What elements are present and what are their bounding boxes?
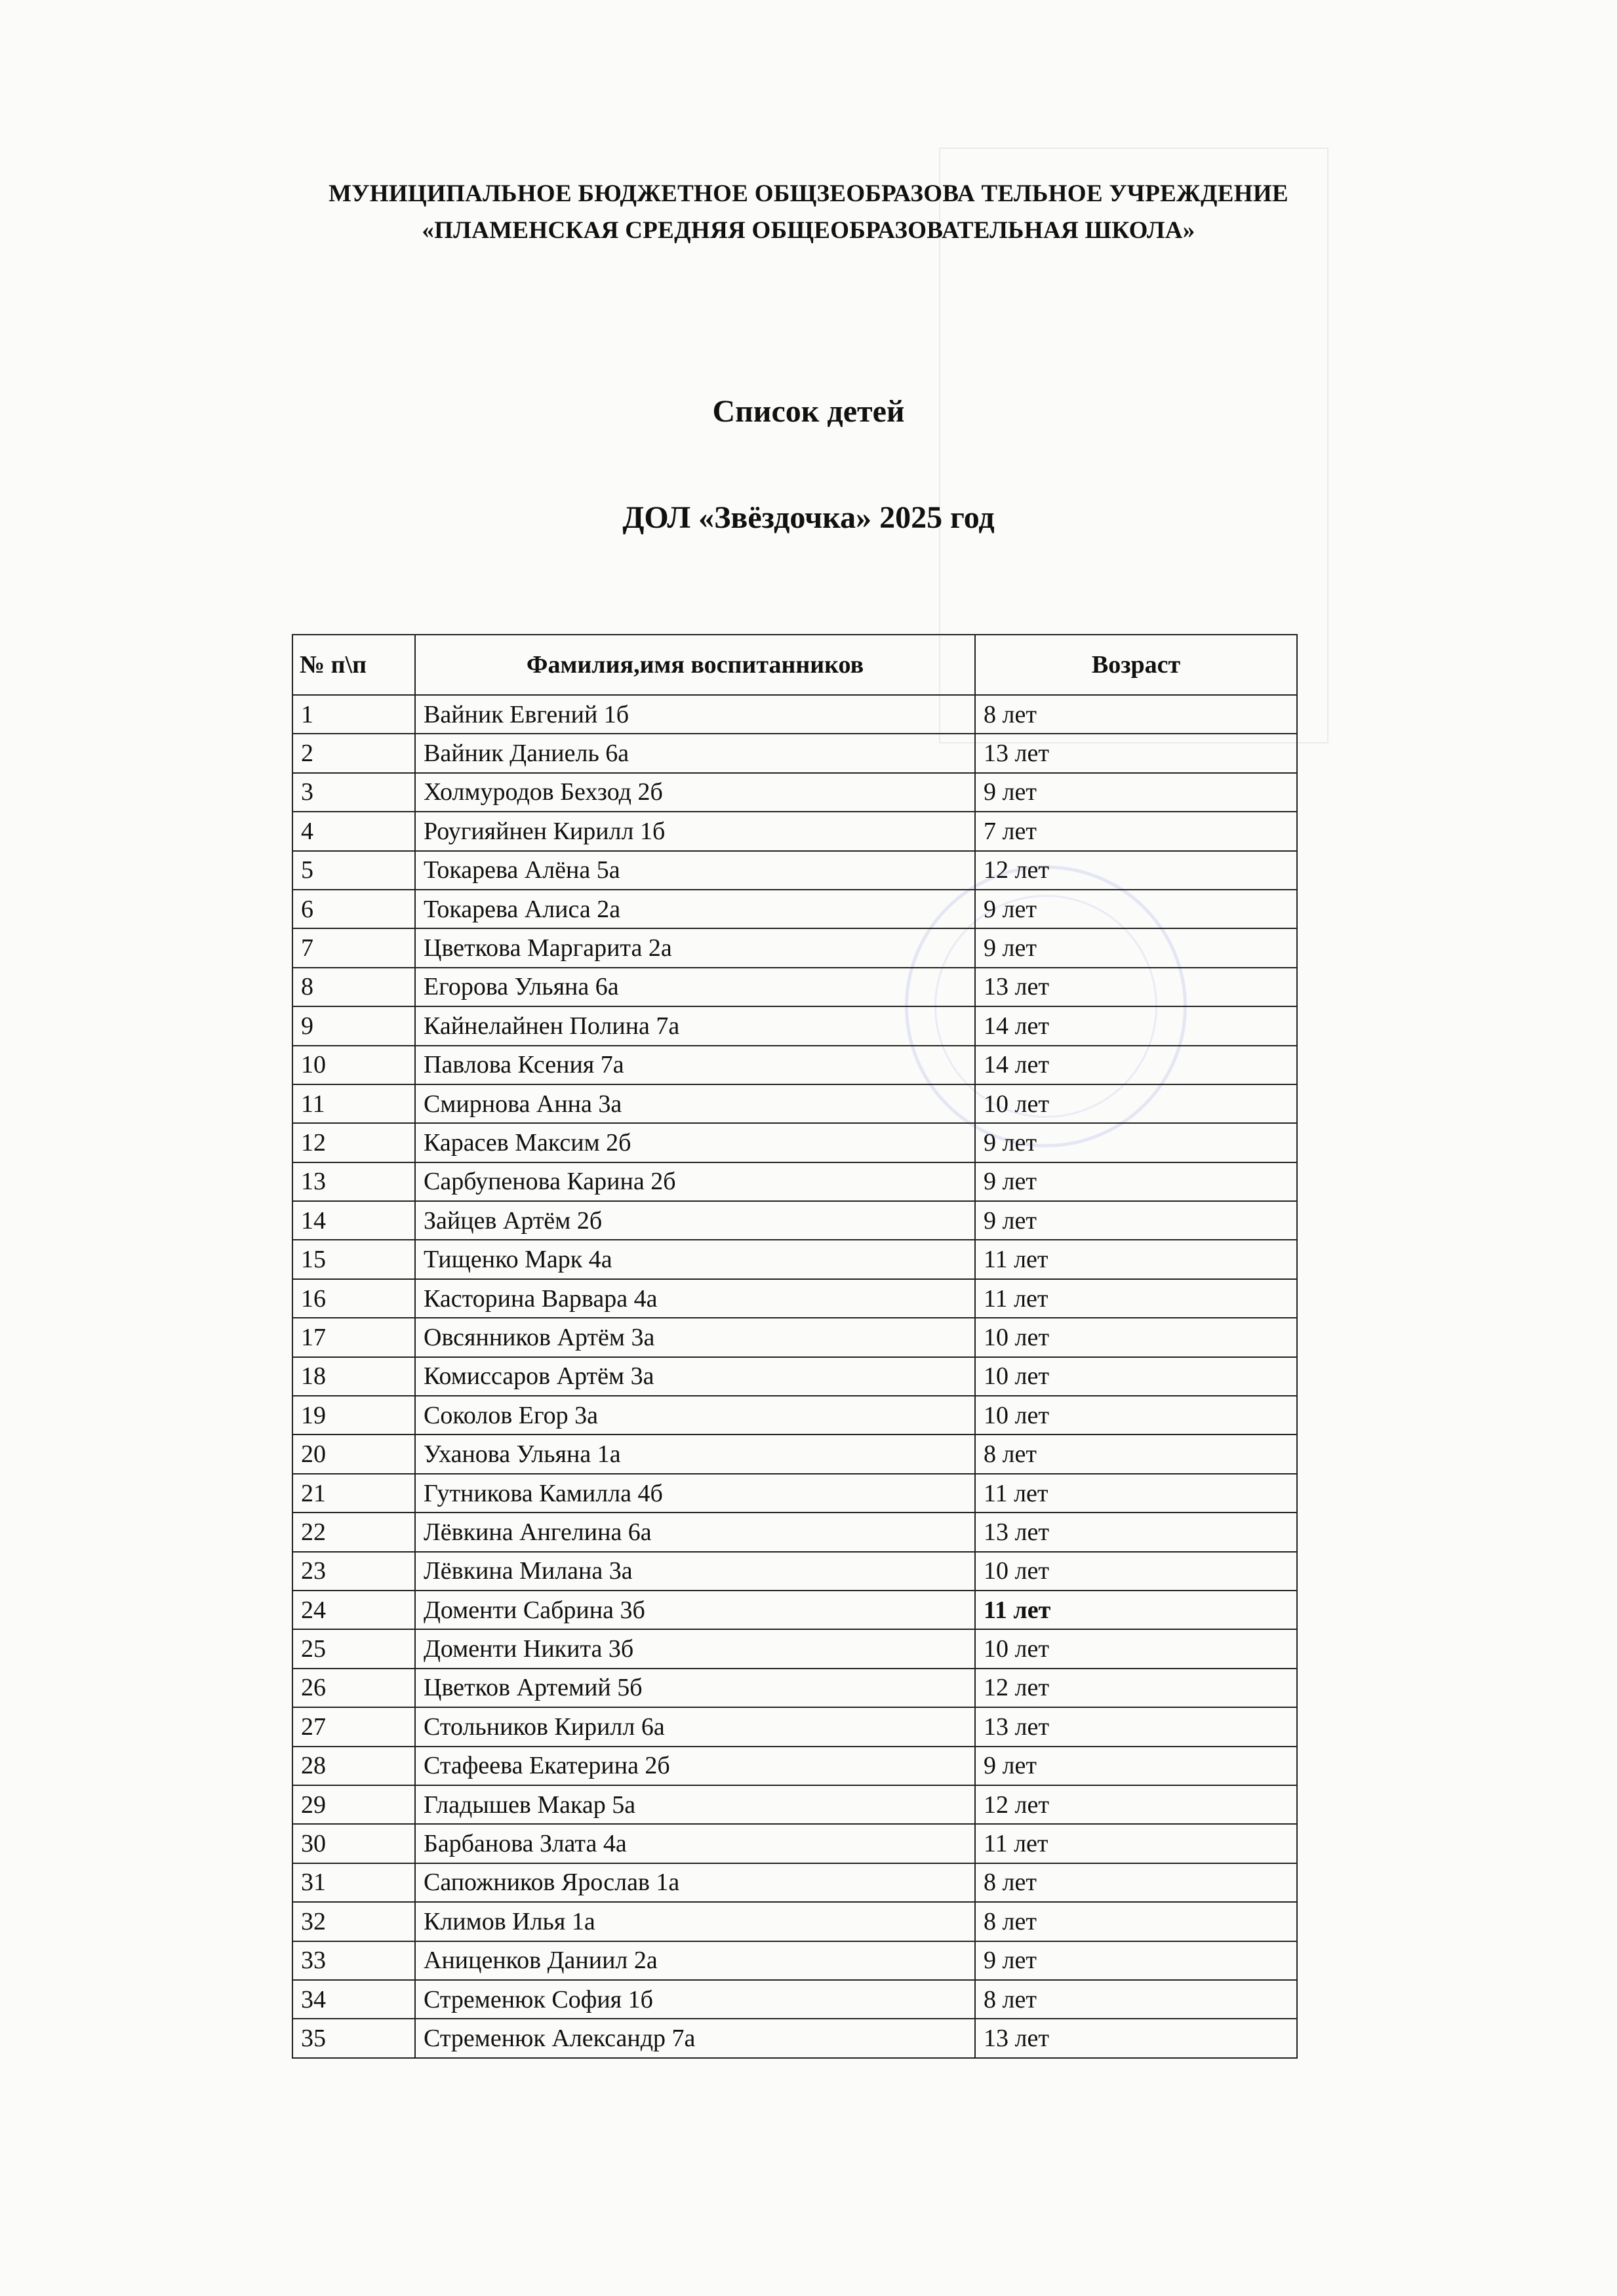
child-name: Вайник Даниель 6а [415, 734, 975, 772]
child-age: 10 лет [975, 1084, 1297, 1123]
table-row [292, 1084, 1297, 1123]
table-row [292, 1046, 1297, 1084]
child-name: Барбанова Злата 4а [415, 1824, 975, 1863]
table-row [292, 1123, 1297, 1162]
table-row [292, 1240, 1297, 1278]
child-age: 13 лет [975, 2019, 1297, 2057]
child-age: 7 лет [975, 812, 1297, 850]
table-row [292, 2019, 1297, 2057]
child-name: Зайцев Артём 2б [415, 1201, 975, 1240]
table-row [292, 1318, 1297, 1356]
child-name: Стольников Кирилл 6а [415, 1707, 975, 1746]
table-row [292, 928, 1297, 967]
row-number: 15 [292, 1240, 415, 1278]
child-name: Соколов Егор 3а [415, 1396, 975, 1435]
children-table [292, 634, 1298, 2059]
table-row [292, 1941, 1297, 1980]
child-name: Уханова Ульяна 1а [415, 1435, 975, 1473]
school-header-line-2: «ПЛАМЕНСКАЯ СРЕДНЯЯ ОБЩЕОБРАЗОВАТЕЛЬНАЯ ШКОЛА» [422, 217, 1195, 244]
table-row [292, 1474, 1297, 1513]
child-age: 8 лет [975, 1435, 1297, 1473]
child-age: 12 лет [975, 1669, 1297, 1707]
table-header-row [292, 635, 1297, 695]
child-age: 11 лет [975, 1591, 1297, 1629]
child-name: Токарева Алиса 2а [415, 890, 975, 928]
table-row [292, 1357, 1297, 1396]
table-row [292, 1162, 1297, 1201]
table-row [292, 1980, 1297, 2019]
table-row [292, 1591, 1297, 1629]
child-age: 10 лет [975, 1357, 1297, 1396]
child-age: 13 лет [975, 1513, 1297, 1551]
child-name: Гутникова Камилла 4б [415, 1474, 975, 1513]
row-number: 1 [292, 695, 415, 734]
table-row [292, 1629, 1297, 1668]
child-age: 8 лет [975, 1902, 1297, 1941]
child-age: 11 лет [975, 1279, 1297, 1318]
row-number: 35 [292, 2019, 415, 2057]
child-name: Стафеева Екатерина 2б [415, 1747, 975, 1785]
child-name: Овсянников Артём 3а [415, 1318, 975, 1356]
row-number: 9 [292, 1006, 415, 1045]
row-number: 12 [292, 1123, 415, 1162]
row-number: 24 [292, 1591, 415, 1629]
child-name: Цветков Артемий 5б [415, 1669, 975, 1707]
child-age: 10 лет [975, 1318, 1297, 1356]
row-number: 25 [292, 1629, 415, 1668]
table-row [292, 1902, 1297, 1941]
table-row [292, 1707, 1297, 1746]
child-name: Холмуродов Бехзод 2б [415, 773, 975, 812]
row-number: 6 [292, 890, 415, 928]
child-age: 8 лет [975, 695, 1297, 734]
row-number: 20 [292, 1435, 415, 1473]
row-number: 28 [292, 1747, 415, 1785]
row-number: 19 [292, 1396, 415, 1435]
table-row [292, 1513, 1297, 1551]
child-name: Цветкова Маргарита 2а [415, 928, 975, 967]
child-age: 9 лет [975, 1201, 1297, 1240]
child-name: Смирнова Анна 3а [415, 1084, 975, 1123]
child-name: Сапожников Ярослав 1а [415, 1863, 975, 1902]
column-header-number: № п\п [292, 635, 415, 695]
child-age: 8 лет [975, 1863, 1297, 1902]
child-name: Доменти Сабрина 3б [415, 1591, 975, 1629]
child-name: Сарбупенова Карина 2б [415, 1162, 975, 1201]
row-number: 30 [292, 1824, 415, 1863]
table-row [292, 1824, 1297, 1863]
child-age: 14 лет [975, 1006, 1297, 1045]
row-number: 5 [292, 851, 415, 890]
row-number: 7 [292, 928, 415, 967]
child-name: Кайнелайнен Полина 7а [415, 1006, 975, 1045]
child-age: 8 лет [975, 1980, 1297, 2019]
table-row [292, 1006, 1297, 1045]
child-name: Стременюк Александр 7а [415, 2019, 975, 2057]
child-name: Токарева Алёна 5а [415, 851, 975, 890]
row-number: 3 [292, 773, 415, 812]
child-age: 9 лет [975, 890, 1297, 928]
table-row [292, 773, 1297, 812]
child-name: Касторина Варвара 4а [415, 1279, 975, 1318]
list-title: Список детей [712, 394, 905, 429]
row-number: 2 [292, 734, 415, 772]
child-name: Егорова Ульяна 6а [415, 968, 975, 1006]
row-number: 14 [292, 1201, 415, 1240]
child-age: 12 лет [975, 851, 1297, 890]
child-age: 10 лет [975, 1396, 1297, 1435]
row-number: 11 [292, 1084, 415, 1123]
table-row [292, 851, 1297, 890]
row-number: 32 [292, 1902, 415, 1941]
row-number: 33 [292, 1941, 415, 1980]
table-row [292, 968, 1297, 1006]
table-row [292, 1785, 1297, 1824]
child-age: 9 лет [975, 1747, 1297, 1785]
child-name: Доменти Никита 3б [415, 1629, 975, 1668]
table-row [292, 1201, 1297, 1240]
child-age: 9 лет [975, 773, 1297, 812]
row-number: 16 [292, 1279, 415, 1318]
row-number: 21 [292, 1474, 415, 1513]
row-number: 31 [292, 1863, 415, 1902]
child-name: Вайник Евгений 1б [415, 695, 975, 734]
row-number: 34 [292, 1980, 415, 2019]
school-header [0, 176, 1617, 249]
table-row [292, 812, 1297, 850]
child-name: Аниценков Даниил 2а [415, 1941, 975, 1980]
row-number: 18 [292, 1357, 415, 1396]
child-name: Стременюк София 1б [415, 1980, 975, 2019]
column-header-age: Возраст [975, 635, 1297, 695]
child-age: 10 лет [975, 1552, 1297, 1591]
child-name: Климов Илья 1а [415, 1902, 975, 1941]
child-age: 9 лет [975, 1162, 1297, 1201]
child-age: 9 лет [975, 1941, 1297, 1980]
child-age: 10 лет [975, 1629, 1297, 1668]
table-row [292, 1279, 1297, 1318]
school-header-line-1: МУНИЦИПАЛЬНОЕ БЮДЖЕТНОЕ ОБЩЗЕОБРАЗОВА ТЕЛЬНОЕ УЧРЕЖДЕНИЕ [329, 180, 1288, 207]
child-age: 9 лет [975, 928, 1297, 967]
child-age: 13 лет [975, 734, 1297, 772]
camp-title: ДОЛ «Звёздочка» 2025 год [622, 500, 995, 535]
row-number: 13 [292, 1162, 415, 1201]
child-age: 13 лет [975, 968, 1297, 1006]
table-row [292, 695, 1297, 734]
child-age: 14 лет [975, 1046, 1297, 1084]
child-age: 11 лет [975, 1824, 1297, 1863]
row-number: 29 [292, 1785, 415, 1824]
child-name: Павлова Ксения 7а [415, 1046, 975, 1084]
row-number: 10 [292, 1046, 415, 1084]
child-name: Гладышев Макар 5а [415, 1785, 975, 1824]
table-row [292, 1863, 1297, 1902]
table-row [292, 890, 1297, 928]
child-age: 11 лет [975, 1474, 1297, 1513]
row-number: 4 [292, 812, 415, 850]
row-number: 17 [292, 1318, 415, 1356]
table-row [292, 1669, 1297, 1707]
column-header-name: Фамилия,имя воспитанников [415, 635, 975, 695]
child-age: 13 лет [975, 1707, 1297, 1746]
row-number: 22 [292, 1513, 415, 1551]
child-name: Лёвкина Ангелина 6а [415, 1513, 975, 1551]
child-name: Лёвкина Милана 3а [415, 1552, 975, 1591]
child-age: 11 лет [975, 1240, 1297, 1278]
child-name: Тищенко Марк 4а [415, 1240, 975, 1278]
child-age: 12 лет [975, 1785, 1297, 1824]
table-row [292, 1396, 1297, 1435]
child-name: Комиссаров Артём 3а [415, 1357, 975, 1396]
child-name: Карасев Максим 2б [415, 1123, 975, 1162]
row-number: 23 [292, 1552, 415, 1591]
row-number: 27 [292, 1707, 415, 1746]
row-number: 8 [292, 968, 415, 1006]
table-row [292, 734, 1297, 772]
child-age: 9 лет [975, 1123, 1297, 1162]
table-row [292, 1747, 1297, 1785]
table-row [292, 1435, 1297, 1473]
row-number: 26 [292, 1669, 415, 1707]
child-name: Роугияйнен Кирилл 1б [415, 812, 975, 850]
table-row [292, 1552, 1297, 1591]
